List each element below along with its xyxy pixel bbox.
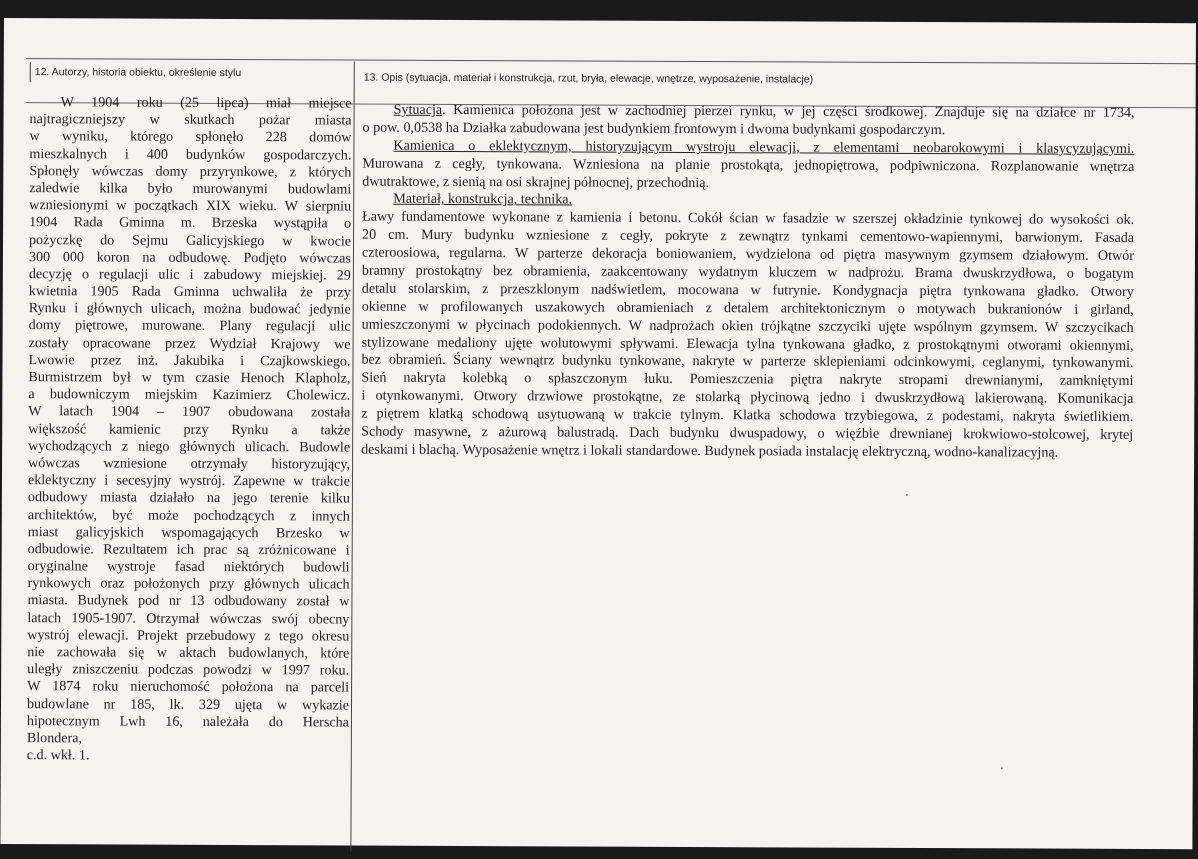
history-line: oryginalne wystroje fasad niektórych budowli bbox=[27, 558, 350, 576]
history-line: najtragiczniejszy w skutkach pożar miasta bbox=[29, 111, 352, 129]
history-line: zaledwie kilka było murowanymi budowlami bbox=[29, 180, 352, 198]
material-line: 20 cm. Mury budynku wzniesione z cegły, pokryte z zewnątrz tynkami cementowo-wapiennymi, barwionym. Fasada bbox=[362, 226, 1135, 247]
history-line: wychodzących z niego głównych ulicach. Budowle bbox=[28, 437, 351, 456]
history-line: 1904 Rada Gminna m. Brzeska wystąpiła o bbox=[29, 214, 352, 232]
history-line: nie zachowała się w aktach budowlanych, które bbox=[27, 644, 350, 662]
style-line-1: Murowana z cegły, tynkowana. Wzniesiona na planie prostokąta, jednopiętrowa, podpiwniczona. Rozplanowanie wnętrza bbox=[362, 155, 1135, 175]
history-text bbox=[27, 94, 352, 766]
history-line: większość kamienic przy Rynku a także bbox=[28, 420, 351, 439]
history-line: decyzję o regulacji ulic i zabudowy miejskiej. 29 bbox=[28, 265, 351, 284]
material-line: Ławy fundamentowe wykonane z kamienia i betonu. Cokół ścian w fasadzie w szerszej okładzinie tynkowej do wysokości ok. bbox=[362, 208, 1135, 229]
history-line: W 1874 roku nieruchomość położona na parceli bbox=[27, 678, 350, 696]
history-line: budowlane nr 185, lk. 329 ujęta w wykazie bbox=[26, 695, 350, 714]
history-line: rynkowych oraz położonych przy głównych ulicach bbox=[27, 575, 350, 593]
history-line: mieszkalnych i 400 budynków gospodarczych. bbox=[29, 145, 352, 164]
material-line: Sień nakryta kolebką o spłaszczonym łuku. Pomieszczenia piętra nakryte stropami drewnianymi, zamkniętymi bbox=[361, 369, 1134, 390]
history-line: Burmistrzem był w tym czasie Henoch Klapholz, bbox=[28, 369, 351, 387]
description-text bbox=[361, 102, 1135, 463]
section-13-header: 13. Opis (sytuacja, materiał i konstrukcja, rzut, bryła, elewacje, wnętrze, wyposażenie, instalacje) bbox=[363, 71, 814, 86]
speck bbox=[906, 494, 908, 496]
history-line: domy piętrowe, murowane. Plany regulacji ulic bbox=[28, 317, 351, 335]
history-line: Lwowie przez inż. Jakubika i Czajkowskiego. bbox=[28, 351, 351, 370]
history-line: wzniesionymi w początkach XIX wieku. W sierpniu bbox=[29, 197, 352, 215]
history-line: pożyczkę do Sejmu Galicyjskiego w kwocie bbox=[28, 231, 352, 250]
history-line: odbudowie. Rezultatem ich prac są zróżnicowane i bbox=[27, 540, 350, 559]
history-line: W 1904 roku (25 lipca) miał miejsce bbox=[60, 94, 352, 112]
document-page bbox=[0, 18, 1196, 849]
history-line: uległy zniszczeniu podczas powodzi w 1997 roku. bbox=[27, 661, 350, 679]
material-line: bez obramień. Ściany wewnątrz budynku tynkowane, nakryte w parterze sklepieniami odcinkowymi, ceglanymi, tynkowanymi. bbox=[361, 352, 1134, 372]
history-line: Rynku i głównych ulicach, można budować jedynie bbox=[28, 300, 351, 318]
history-line: wystrój elewacji. Projekt przebudowy z tego okresu bbox=[27, 626, 350, 645]
top-rule bbox=[26, 58, 1196, 64]
style-heading: Kamienica o eklektycznym, historyzującym wystroju elewacji, z elementami neobarokowymi i klasycyzującymi. bbox=[393, 137, 1135, 157]
sytuacja-line-2: o pow. 0,0538 ha Działka zabudowana jest budynkiem frontowym i dwoma budynkami gospodarczym. bbox=[362, 119, 946, 138]
history-line: zostały opracowane przez Wydział Krajowy we bbox=[28, 334, 351, 353]
left-margin-line bbox=[30, 62, 31, 82]
history-line: Spłonęły wówczas domy przyrynkowe, z których bbox=[29, 162, 352, 181]
material-line: czteroosiowa, regularna. W parterze dekoracja boniowaniem, wydzielona od piętra masywnym gzymsem działowym. Otwór bbox=[361, 244, 1135, 265]
history-line: kwietnia 1905 Rada Gminna uchwaliła że przy bbox=[28, 283, 351, 301]
history-line: miasta. Budynek pod nr 13 odbudowany został w bbox=[27, 592, 350, 610]
material-line: z piętrem klatką schodową usytuowaną w trakcie tylnym. Klatka schodowa trzybiegowa, z podestami, nakryta świetlikiem. bbox=[361, 405, 1134, 426]
history-line: eklektyczny i secesyjny wystrój. Zapewne w trakcie bbox=[27, 472, 351, 490]
section-12-header: 12. Autorzy, historia obiektu, określenie stylu bbox=[34, 66, 242, 80]
history-line: latach 1905-1907. Otrzymał wówczas swój obecny bbox=[27, 609, 350, 628]
history-line: Blondera, bbox=[26, 730, 83, 747]
history-line: wówczas wzniesione otrzymały historyzujący, bbox=[28, 455, 351, 473]
speck bbox=[1001, 767, 1003, 769]
material-paragraph bbox=[361, 209, 1134, 463]
material-line: Schody masywne, z ażurową balustradą. Dach budynku dwuspadowy, o więźbie drewnianej krokwiowo-stolcowej, krytej bbox=[361, 423, 1134, 443]
material-line: umieszczonymi w płycinach podokiennych. W nadprożach okien trójkątne szczyciki ujęte wspólnym gzymsem. W szczycikach bbox=[361, 316, 1134, 336]
style-line-2: dwutraktowe, z sienią na osi skrajnej północnej, przechodnią. bbox=[362, 173, 710, 191]
history-line: 300 000 koron na odbudowę. Podjęto wówczas bbox=[28, 248, 351, 267]
material-line: stylizowane medaliony ujęte wolutowymi spływami. Elewacja tylna tynkowana gładko, z prostokątnymi otworami okiennymi, bbox=[361, 334, 1134, 354]
history-line: c.d. wkł. 1. bbox=[26, 747, 90, 764]
sytuacja-heading: Sytuacja bbox=[393, 101, 443, 118]
material-line: bramny prostokątny bez obramienia, zaakcentowany wydatnym kluczem w nadprożu. Brama dwuskrzydłowa, o bogatym bbox=[361, 262, 1134, 282]
material-line: i otynkowanymi. Otwory drzwiowe prostokątne, ze stolarką płycinową jedno i dwuskrzydłową lakierowaną. Komunikacja bbox=[361, 387, 1134, 408]
history-line: architektów, być może pochodzących z innych bbox=[27, 506, 350, 525]
history-line: odbudowy miasta działało na jego terenie kilku bbox=[27, 489, 350, 507]
history-line: W latach 1904 – 1907 obudowana została bbox=[28, 403, 351, 421]
history-line: miast galicyjskich wspomagających Brzesko w bbox=[27, 523, 350, 542]
material-line: okienne w profilowanych uszakowych obramieniach z detalem architektonicznym o motywach bukranionów i girland, bbox=[361, 298, 1134, 318]
history-line: w wyniku, którego spłonęło 228 domów bbox=[29, 128, 352, 146]
material-line: detalu stolarskim, z przeszklonym nadświetlem, mocowana w futrynie. Kondygnacja piętra tynkowana gładko. Otwory bbox=[361, 280, 1134, 300]
history-line: a budowniczym miejskim Kazimierz Cholewicz. bbox=[28, 386, 351, 404]
material-heading: Materiał, konstrukcja, technika. bbox=[393, 191, 573, 208]
sytuacja-line: Sytuacja. Kamienica położona jest w zachodniej pierzei rynku, w jej części środkowej. Znajduje się na działce nr 1734, bbox=[393, 101, 1135, 121]
material-line: deskami i blachą. Wyposażenie wnętrz i lokali standardowe. Budynek posiada instalację elektryczną, wodno-kanalizacyjną. bbox=[361, 441, 1059, 461]
history-line: hipotecznym Lwh 16, należała do Herscha bbox=[26, 712, 349, 731]
